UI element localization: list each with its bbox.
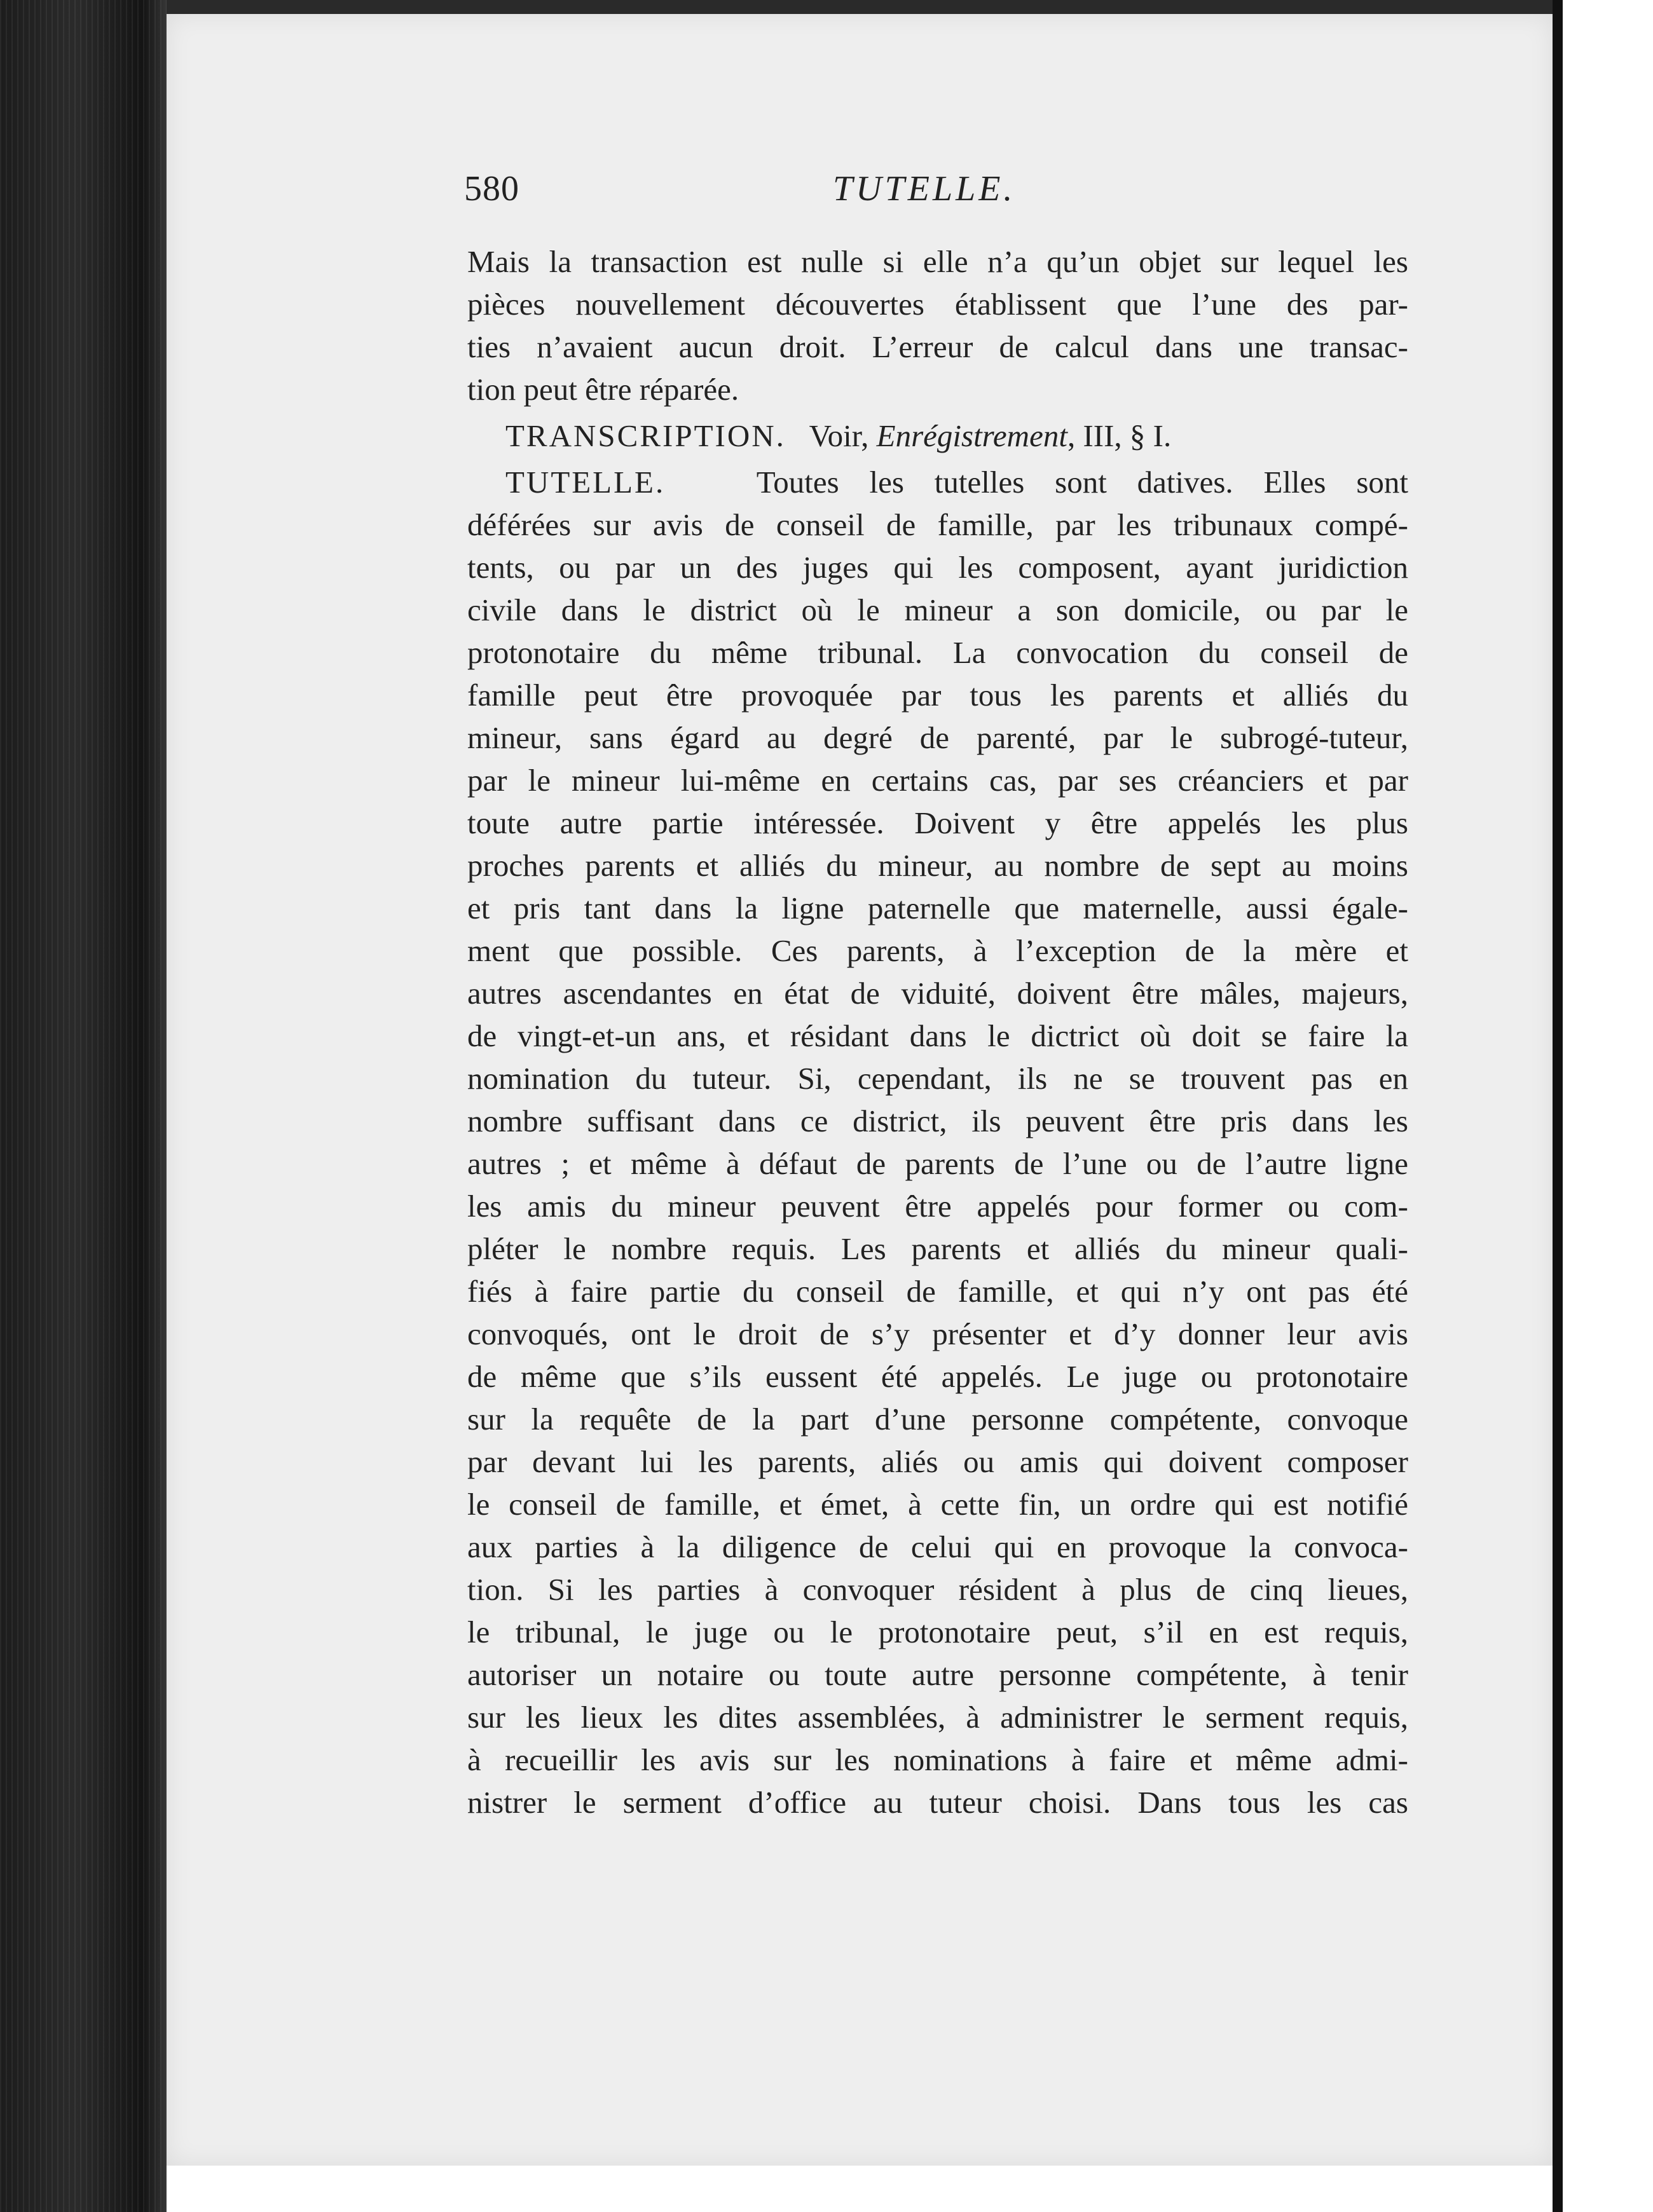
text-line: aux parties à la diligence de celui qui en provoque la convoca- bbox=[467, 1529, 1408, 1564]
running-title: TUTELLE. bbox=[833, 169, 1016, 208]
text-line: autres ; et même à défaut de parents de l’une ou de l’autre ligne bbox=[467, 1146, 1408, 1181]
text-line: et pris tant dans la ligne paternelle que maternelle, aussi égale- bbox=[467, 891, 1408, 925]
text-line: les amis du mineur peuvent être appelés pour former ou com- bbox=[467, 1189, 1408, 1224]
entry-transcription bbox=[467, 414, 1408, 457]
text-line: tion peut être réparée. bbox=[467, 372, 739, 407]
text-line: ment que possible. Ces parents, à l’exception de la mère et bbox=[467, 933, 1408, 968]
facing-page-edge bbox=[1563, 0, 1653, 2212]
body-text bbox=[467, 240, 1408, 1824]
text-line: tion. Si les parties à convoquer résident à plus de cinq lieues, bbox=[467, 1572, 1408, 1607]
text-line: nistrer le serment d’office au tuteur choisi. Dans tous les cas bbox=[467, 1785, 1408, 1820]
cross-reference-suffix: , III, § I. bbox=[1067, 418, 1172, 453]
text-line: civile dans le district où le mineur a son domicile, ou par le bbox=[467, 592, 1408, 627]
text-line: le conseil de famille, et émet, à cette fin, un ordre qui est notifié bbox=[467, 1487, 1408, 1522]
text-line: autoriser un notaire ou toute autre personne compétente, à tenir bbox=[467, 1657, 1408, 1692]
text-line: de vingt-et-un ans, et résidant dans le dictrict où doit se faire la bbox=[467, 1018, 1408, 1053]
scan-bottom-border bbox=[167, 2166, 1553, 2212]
text-line: le tribunal, le juge ou le protonotaire peut, s’il en est requis, bbox=[467, 1615, 1408, 1649]
text-line: pièces nouvellement découvertes établissent que l’une des par- bbox=[467, 287, 1408, 322]
text-line: de même que s’ils eussent été appelés. Le juge ou protonotaire bbox=[467, 1359, 1408, 1394]
text-line: par devant lui les parents, aliés ou amis qui doivent composer bbox=[467, 1444, 1408, 1479]
text-line: par le mineur lui-même en certains cas, par ses créanciers et par bbox=[467, 763, 1408, 798]
text-line: nomination du tuteur. Si, cependant, ils ne se trouvent pas en bbox=[467, 1061, 1408, 1096]
text-line: protonotaire du même tribunal. La convocation du conseil de bbox=[467, 635, 1408, 670]
cross-reference-prefix: Voir, bbox=[809, 418, 877, 453]
entry-heading: TRANSCRIPTION. bbox=[505, 418, 786, 453]
page-number: 580 bbox=[464, 169, 519, 208]
text-line: à recueillir les avis sur les nominations à faire et même admi- bbox=[467, 1742, 1408, 1777]
entry-heading: TUTELLE. bbox=[505, 465, 666, 500]
text-line: mineur, sans égard au degré de parenté, par le subrogé-tuteur, bbox=[467, 720, 1408, 755]
text-line: déférées sur avis de conseil de famille, par les tribunaux compé- bbox=[467, 507, 1408, 542]
text-line: sur la requête de la part d’une personne compétente, convoque bbox=[467, 1402, 1408, 1437]
text-line: proches parents et alliés du mineur, au nombre de sept au moins bbox=[467, 848, 1408, 883]
text-line: Mais la transaction est nulle si elle n’a qu’un objet sur lequel les bbox=[467, 244, 1408, 279]
running-head bbox=[464, 168, 1405, 226]
page-stack-edges bbox=[0, 0, 191, 2212]
cross-reference-term: Enrégistrement bbox=[876, 418, 1067, 453]
text-line: famille peut être provoquée par tous les parents et alliés du bbox=[467, 678, 1408, 713]
text-line: fiés à faire partie du conseil de famille, et qui n’y ont pas été bbox=[467, 1274, 1408, 1309]
entry-first-line-text: Toutes les tutelles sont datives. Elles sont bbox=[756, 465, 1409, 500]
text-line: nombre suffisant dans ce district, ils peuvent être pris dans les bbox=[467, 1103, 1408, 1138]
text-line: autres ascendantes en état de viduité, doivent être mâles, majeurs, bbox=[467, 976, 1408, 1011]
text-line: sur les lieux les dites assemblées, à administrer le serment requis, bbox=[467, 1700, 1408, 1735]
scan-top-border bbox=[167, 0, 1553, 14]
text-line: ties n’avaient aucun droit. L’erreur de calcul dans une transac- bbox=[467, 329, 1408, 364]
text-line: convoqués, ont le droit de s’y présenter et d’y donner leur avis bbox=[467, 1316, 1408, 1351]
text-line: toute autre partie intéressée. Doivent y être appelés les plus bbox=[467, 805, 1408, 840]
entry-tutelle bbox=[467, 461, 1408, 503]
text-line: pléter le nombre requis. Les parents et alliés du mineur quali- bbox=[467, 1231, 1408, 1266]
text-line: tents, ou par un des juges qui les composent, ayant juridiction bbox=[467, 550, 1408, 585]
page-gutter-shadow bbox=[1553, 0, 1563, 2212]
